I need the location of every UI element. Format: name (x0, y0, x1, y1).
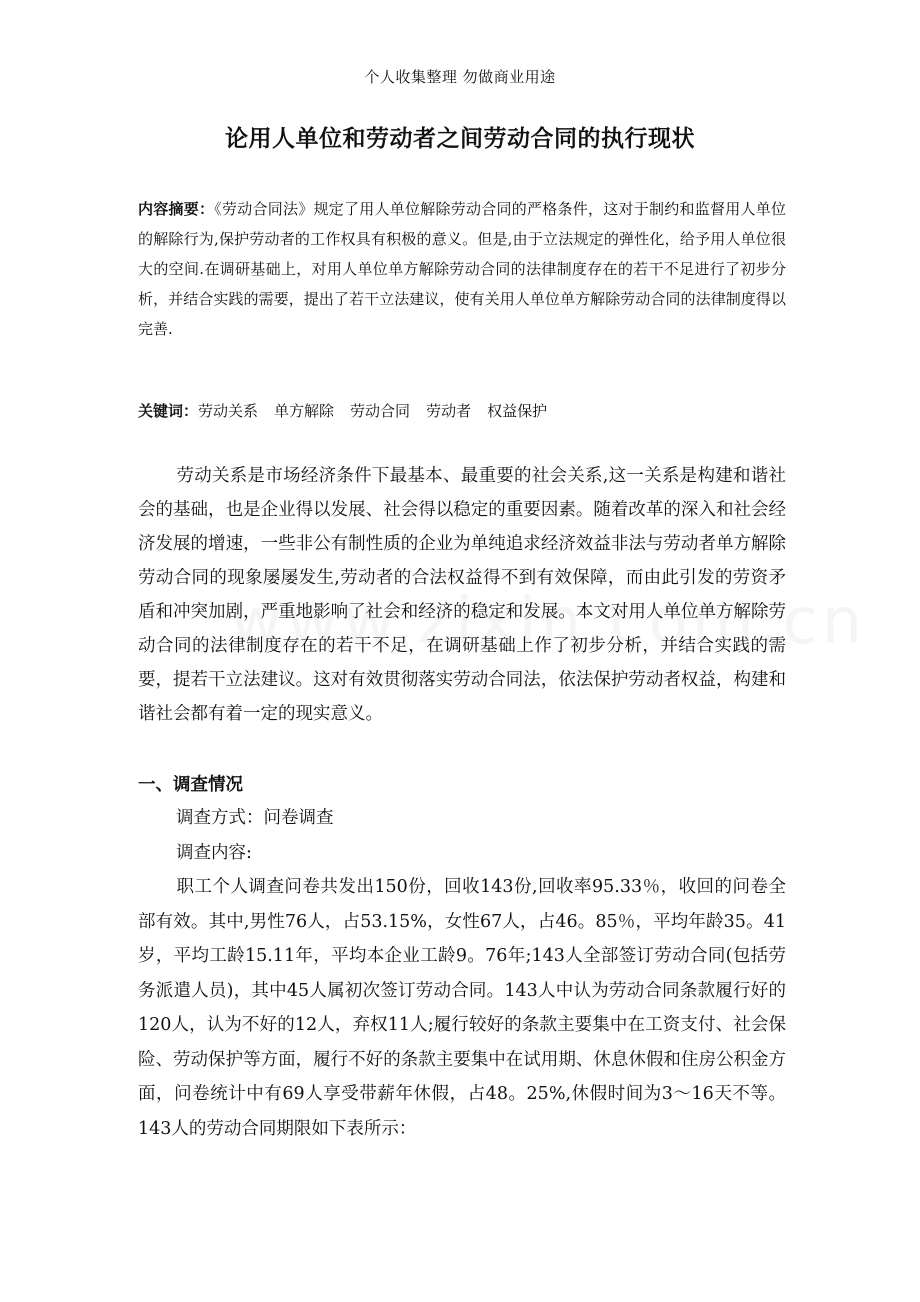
keyword-item: 劳动者 (426, 402, 472, 420)
keyword-item: 劳动关系 (198, 402, 259, 420)
keyword-item: 单方解除 (274, 402, 335, 420)
keywords-label: 关键词： (138, 402, 199, 420)
document-title: 论用人单位和劳动者之间劳动合同的执行现状 (225, 125, 695, 152)
abstract-paragraph (138, 194, 786, 344)
survey-method: 调查方式：问卷调查 (176, 808, 334, 828)
keyword-item: 权益保护 (487, 402, 548, 420)
intro-paragraph: 劳动关系是市场经济条件下最基本、最重要的社会关系,这一关系是构建和谐社会的基础，也是企业得以发展、社会得以稳定的重要因素。随着改革的深入和社会经济发展的增速，一些非公有制性质的企业为单纯追求经济效益非法与劳动者单方解除劳动合同的现象屡屡发生,劳动者的合法权益得不到有效保障，而由此引发的劳资矛盾和冲突加剧，严重地影响了社会和经济的稳定和发展。本文对用人单位单方解除劳动合同的法律制度存在的若干不足，在调研基础上作了初步分析，并结合实践的需要，提若干立法建议。这对有效贯彻落实劳动合同法，依法保护劳动者权益，构建和谐社会都有着一定的现实意义。 (138, 466, 786, 724)
survey-content-label: 调查内容: (176, 843, 252, 863)
keywords-line (138, 398, 786, 424)
abstract-label: 内容摘要： (138, 200, 215, 218)
abstract-text: 《劳动合同法》规定了用人单位解除劳动合同的严格条件，这对于制约和监督用人单位的解除行为,保护劳动者的工作权具有积极的意义。但是,由于立法规定的弹性化，给予用人单位很大的空间.在调研基础上，对用人单位单方解除劳动合同的法律制度存在的若干不足进行了初步分析，并结合实践的需要，提出了若干立法建议，使有关用人单位单方解除劳动合同的法律制度得以完善. (138, 200, 786, 338)
header-note: 个人收集整理 勿做商业用途 (364, 68, 556, 86)
keyword-item: 劳动合同 (350, 402, 411, 420)
section-heading: 一、调查情况 (138, 775, 243, 795)
survey-body-paragraph: 职工个人调查问卷共发出150份，回收143份,回收率95.33％，收回的问卷全部有效。其中,男性76人，占53.15%，女性67人，占46。85％，平均年龄35。41岁，平均工龄15.11年，平均本企业工龄9。76年;143人全部签订劳动合同(包括劳务派遣人员)，其中45人属初次签订劳动合同。143人中认为劳动合同条款履行好的120人，认为不好的12人，弃权11人;履行较好的条款主要集中在工资支付、社会保险、劳动保护等方面，履行不好的条款主要集中在试用期、休息休假和住房公积金方面，问卷统计中有69人享受带薪年休假，占48。25%,休假时间为3～16天不等。143人的劳动合同期限如下表所示： (138, 877, 786, 1139)
